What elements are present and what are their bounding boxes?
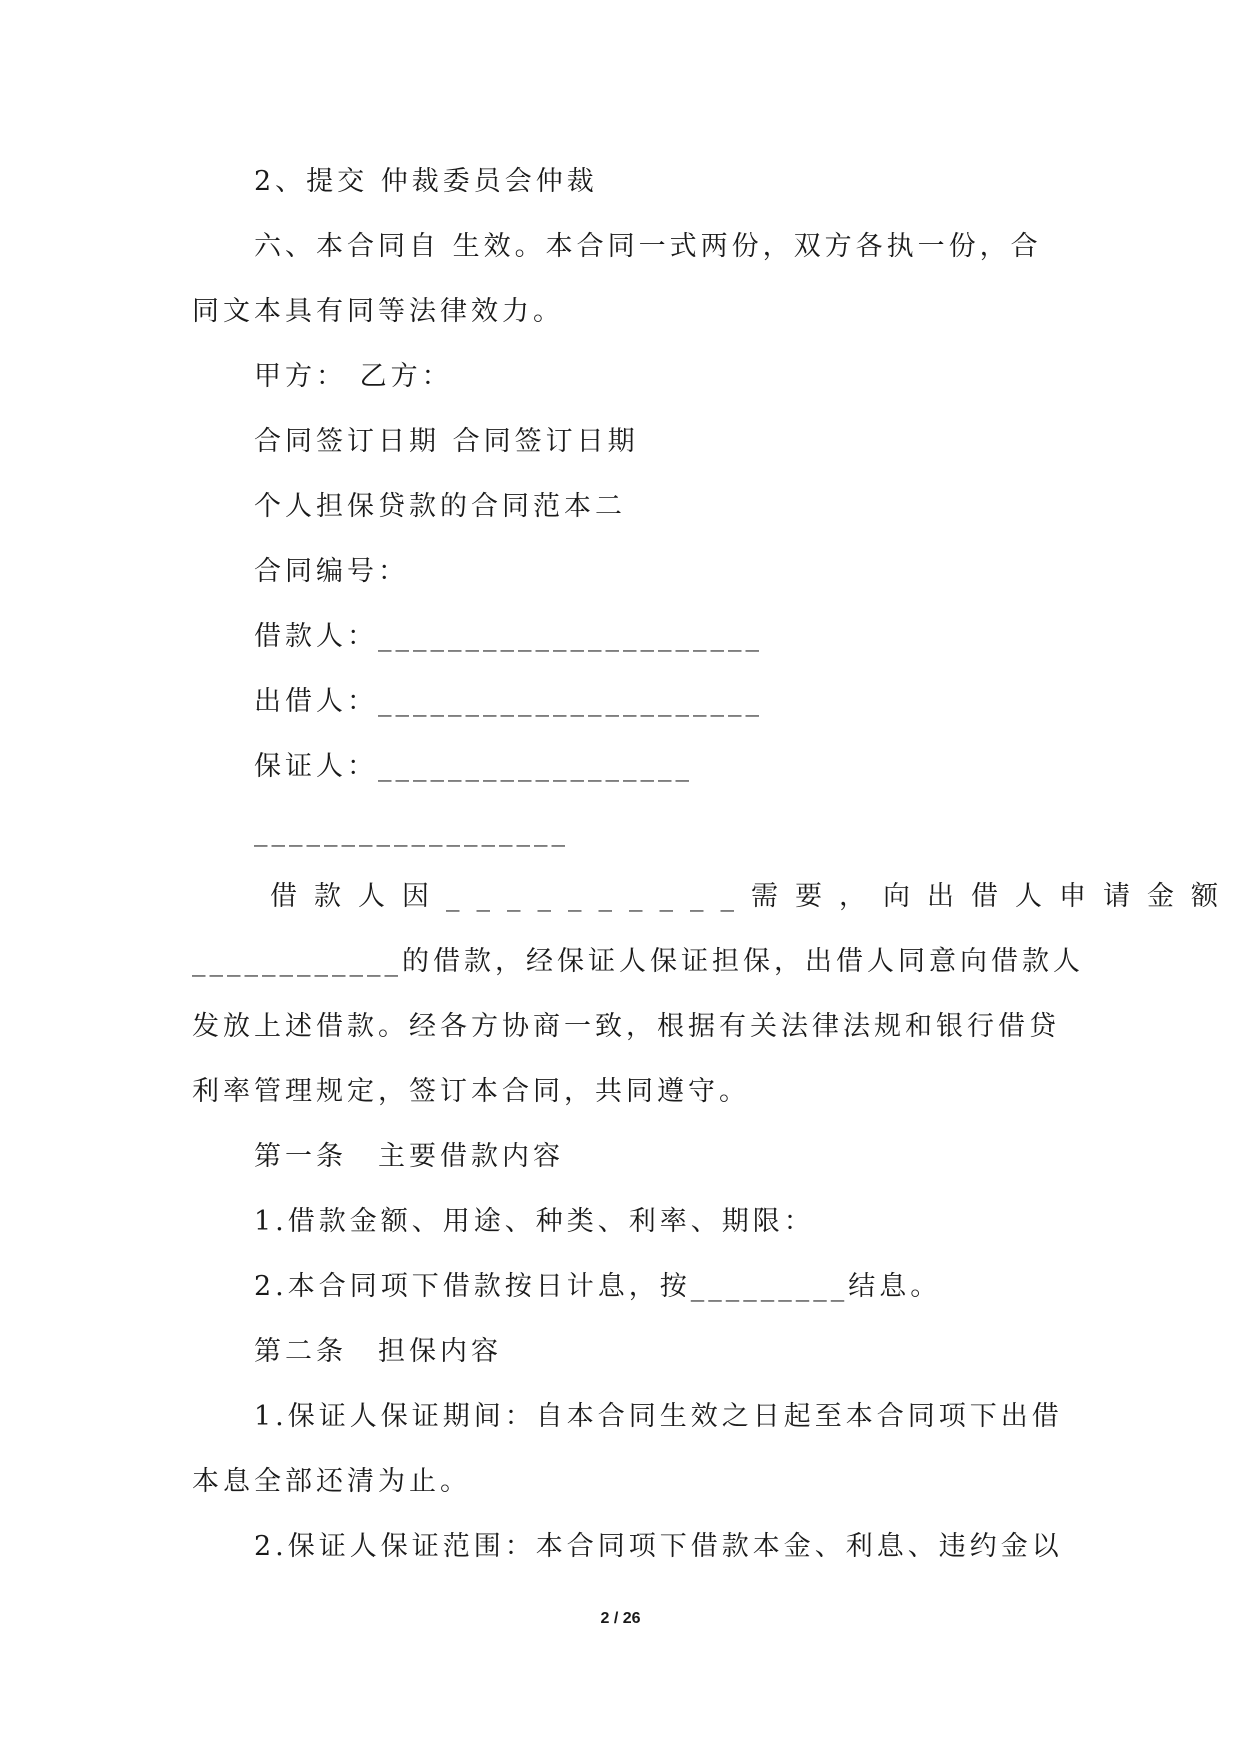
article-2-item-1-cont: 本息全部还清为止。 <box>192 1466 471 1497</box>
article-2-item-2: 2.保证人保证范围：本合同项下借款本金、利息、违约金以 <box>254 1531 1063 1562</box>
borrower-field: 借款人：______________________ <box>254 621 763 652</box>
article-1-heading: 第一条 主要借款内容 <box>254 1141 564 1172</box>
paragraph-loan-request-cont-3: 利率管理规定，签订本合同，共同遵守。 <box>192 1076 750 1107</box>
blank-line: __________________ <box>254 816 569 847</box>
article-1-item-2: 2.本合同项下借款按日计息，按_________结息。 <box>254 1271 942 1302</box>
paragraph-effective-clause-cont: 同文本具有同等法律效力。 <box>192 296 564 327</box>
signature-parties: 甲方： 乙方： <box>254 361 453 392</box>
paragraph-loan-request-cont-2: 发放上述借款。经各方协商一致，根据有关法律法规和银行借贷 <box>192 1011 1060 1042</box>
paragraph-arbitration-option: 2、提交 仲裁委员会仲裁 <box>254 166 598 197</box>
contract-number-field: 合同编号： <box>254 556 409 587</box>
page-number: 2 / 26 <box>600 1610 641 1627</box>
article-1-item-1: 1.借款金额、用途、种类、利率、期限： <box>254 1206 815 1237</box>
paragraph-effective-clause: 六、本合同自 生效。本合同一式两份，双方各执一份，合 <box>254 231 1042 262</box>
article-2-heading: 第二条 担保内容 <box>254 1336 502 1367</box>
paragraph-loan-request: 借款人因__________需要，向出借人申请金额 <box>270 881 1235 912</box>
section-title: 个人担保贷款的合同范本二 <box>254 491 626 522</box>
article-2-item-1: 1.保证人保证期间：自本合同生效之日起至本合同项下出借 <box>254 1401 1063 1432</box>
lender-field: 出借人：______________________ <box>254 686 763 717</box>
paragraph-loan-request-cont-1: ____________的借款，经保证人保证担保，出借人同意向借款人 <box>192 946 1084 977</box>
guarantor-field: 保证人：__________________ <box>254 751 693 782</box>
signature-dates: 合同签订日期 合同签订日期 <box>254 426 639 457</box>
